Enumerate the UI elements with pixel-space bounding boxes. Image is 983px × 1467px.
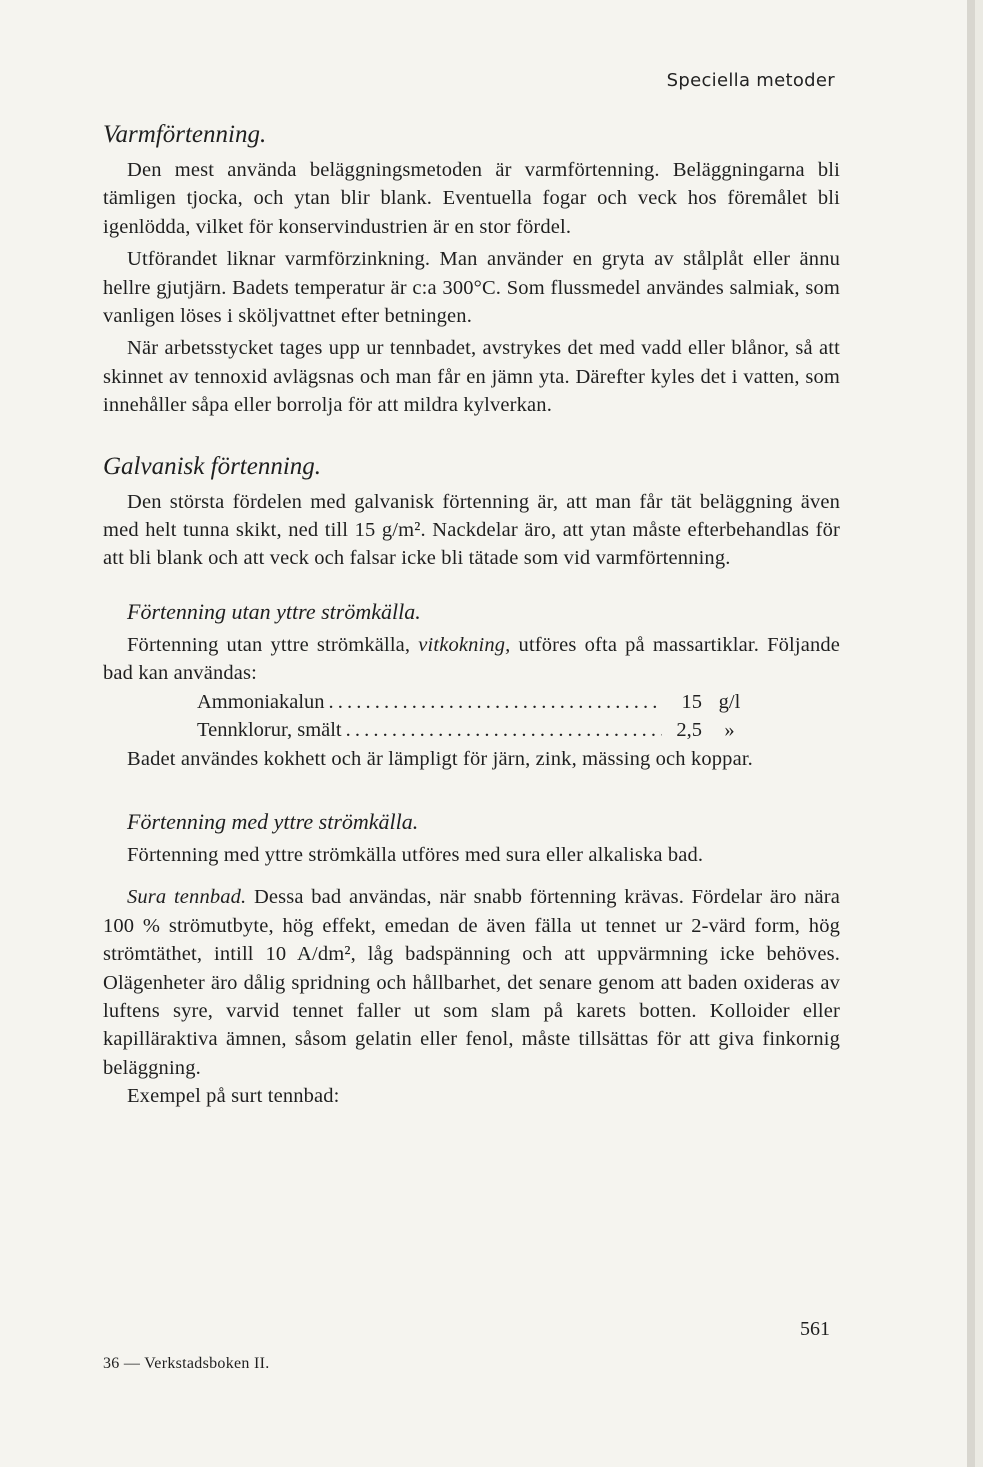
bath-composition-table bbox=[103, 688, 757, 745]
emphasis: vitkokning, bbox=[418, 633, 511, 656]
paragraph: När arbetsstycket tages upp ur tennbadet, avstrykes det med vadd eller blånor, så att skinnet av tennoxid avlägsnas och man får en jämn yta. Därefter kyles det i vatten, som innehåller såpa eller borrolja för att mildra kylverkan. bbox=[103, 337, 840, 417]
paragraph: Den mest använda beläggningsmetoden är varmförtenning. Beläggningarna bli tämligen tjocka, och ytan blir blank. Eventuella fogar och veck hos föremålet bli igenlödda, vilket för konservindustrien är en stor fördel. bbox=[103, 159, 840, 238]
running-head: Speciella metoder bbox=[666, 70, 835, 91]
leader-dots bbox=[325, 688, 662, 716]
text-run: utföres ofta på massartiklar. Följande bad kan användas: bbox=[103, 633, 841, 685]
page-content bbox=[103, 118, 840, 1111]
text-run: Dessa bad användas, när snabb förtenning krävas. Fördelar äro nära 100 % strömutbyte, hög effekt, emedan de även fälla ut tennet ur 2-värd form, hög strömtäthet, intill 10 A/dm², låg badspänning och att uppvärmning icke behöves. Olägenheter äro dålig spridning och hållbarhet, det senare genom att baden oxideras av luftens syre, varvid tennet faller ut som slam på karets botten. Kolloider eller kapilläraktiva ämnen, såsom gelatin eller fenol, måste tillsättas för att giva finkornig beläggning. bbox=[103, 886, 840, 1079]
section-heading-varmfortenning: Varmförtenning. bbox=[103, 121, 267, 148]
component-unit: g/l bbox=[718, 690, 741, 713]
paragraph: Exempel på surt tennbad: bbox=[127, 1085, 340, 1108]
paragraph: Utförandet liknar varmförzinkning. Man använder en gryta av stålplåt eller ännu hellre gjutjärn. Badets temperatur är c:a 300°C. Som flussmedel användes salmiak, som vanligen löses i sköljvattnet efter betningen. bbox=[103, 248, 840, 328]
paragraph: Förtenning med yttre strömkälla utföres med sura eller alkaliska bad. bbox=[127, 843, 704, 866]
emphasis: Sura tennbad. bbox=[127, 886, 247, 909]
page-number: 561 bbox=[800, 1318, 830, 1340]
table-row bbox=[197, 716, 757, 744]
component-name: Ammoniakalun bbox=[197, 690, 325, 713]
subsection-heading-med-stromkalla: Förtenning med yttre strömkälla. bbox=[127, 808, 419, 834]
text-run: Förtenning utan yttre strömkälla, bbox=[127, 633, 419, 656]
footer-signature: 36 — Verkstadsboken II. bbox=[103, 1355, 270, 1372]
paragraph: Badet användes kokhett och är lämpligt för järn, zink, mässing och koppar. bbox=[127, 747, 753, 770]
leader-dots bbox=[342, 716, 662, 744]
page-edge bbox=[967, 0, 975, 1467]
paragraph bbox=[103, 883, 840, 1082]
table-row bbox=[197, 688, 757, 716]
component-value: 15 bbox=[681, 690, 702, 713]
paragraph: Den största fördelen med galvanisk förtenning är, att man får tät beläggning även med helt tunna skikt, ned till 15 g/m². Nackdelar äro, att ytan måste efterbehandlas för att bli blank och att veck och falsar icke bli tätade som vid varmförtenning. bbox=[103, 490, 840, 570]
component-name: Tennklorur, smält bbox=[197, 719, 342, 742]
subsection-heading-utan-stromkalla: Förtenning utan yttre strömkälla. bbox=[127, 598, 421, 624]
paragraph bbox=[103, 631, 840, 688]
section-heading-galvanisk: Galvanisk förtenning. bbox=[103, 452, 322, 480]
component-value: 2,5 bbox=[676, 719, 702, 742]
component-unit: » bbox=[724, 719, 735, 742]
